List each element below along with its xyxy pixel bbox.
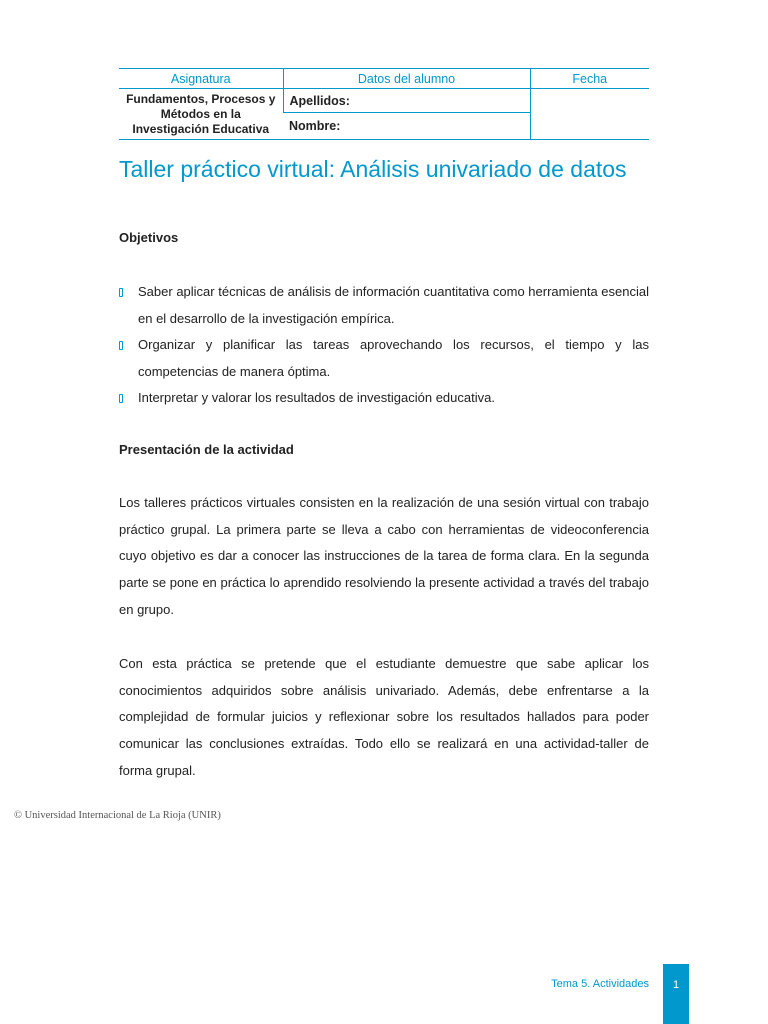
list-item-text: Organizar y planificar las tareas aprovechando los recursos, el tiempo y las competencias de manera óptima.	[138, 337, 649, 379]
header-col-student: Datos del alumno	[283, 69, 530, 89]
presentation-heading: Presentación de la actividad	[119, 442, 294, 457]
list-item-text: Interpretar y valorar los resultados de investigación educativa.	[138, 390, 495, 405]
header-col-date: Fecha	[530, 69, 649, 89]
footer-section-label: Tema 5. Actividades	[551, 978, 649, 990]
name-label: Nombre:	[283, 113, 530, 140]
presentation-paragraph-1: Los talleres prácticos virtuales consisten en la realización de una sesión virtual con trabajo práctico grupal. La primera parte se lleva a cabo con herramientas de videoconferencia cuyo objetivo es dar a conocer las instrucciones de la tarea de forma clara. En la segunda parte se pone en práctica lo aprendido resolviendo la presente actividad a través del trabajo en grupo.	[119, 495, 649, 617]
page-number: 1	[663, 964, 689, 1024]
header-col-subject: Asignatura	[119, 69, 283, 89]
copyright-notice: © Universidad Internacional de La Rioja (UNIR)	[14, 810, 221, 821]
presentation-paragraph-2: Con esta práctica se pretende que el estudiante demuestre que sabe aplicar los conocimientos adquiridos sobre análisis univariado. Además, debe enfrentarse a la complejidad de formular juicios y reflexionar sobre los resultados hallados para poder comunicar las conclusiones extraídas. Todo ello se realizará en una actividad-taller de forma grupal.	[119, 656, 649, 778]
page-title: Taller práctico virtual: Análisis univariado de datos	[119, 156, 627, 182]
bullet-icon	[119, 288, 123, 297]
header-table	[119, 68, 649, 140]
list-item	[119, 332, 649, 385]
subject-name: Fundamentos, Procesos y Métodos en la Investigación Educativa	[119, 89, 283, 140]
date-field	[530, 89, 649, 140]
list-item-text: Saber aplicar técnicas de análisis de información cuantitativa como herramienta esencial en el desarrollo de la investigación empírica.	[138, 284, 649, 326]
list-item	[119, 385, 649, 412]
surname-label: Apellidos:	[283, 89, 530, 113]
objectives-heading: Objetivos	[119, 230, 179, 245]
bullet-icon	[119, 341, 123, 350]
list-item	[119, 279, 649, 332]
objectives-list	[119, 279, 649, 412]
bullet-icon	[119, 394, 123, 403]
